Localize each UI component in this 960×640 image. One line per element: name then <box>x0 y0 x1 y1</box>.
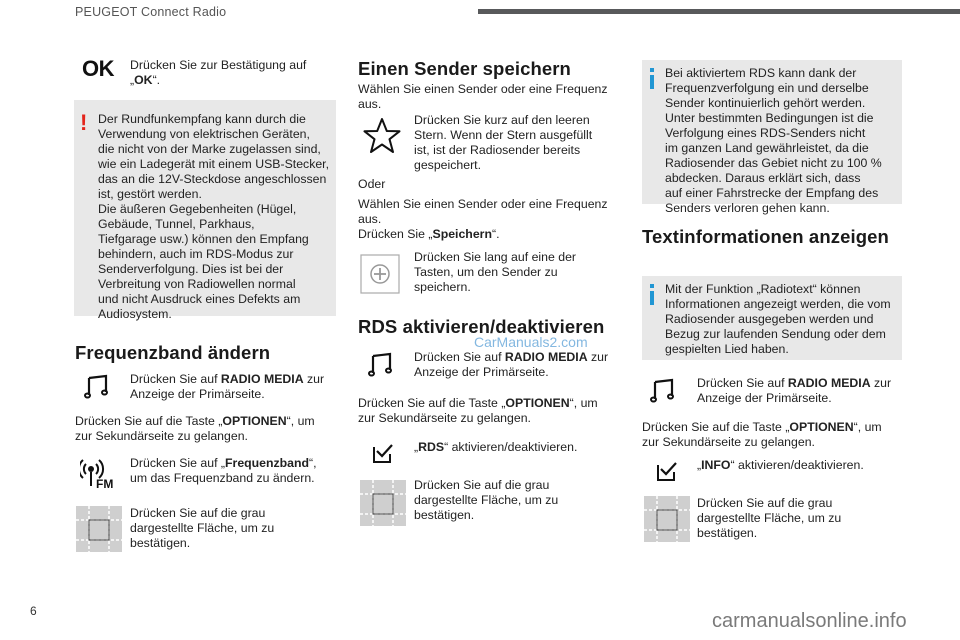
rds-info-line: Unter bestimmten Bedingungen ist die <box>665 111 874 125</box>
grey-area-icon <box>76 506 122 552</box>
frequenzband-step: Drücken Sie auf „Frequenzband“, um das Frequenzband zu ändern. <box>130 456 317 485</box>
checkbox-icon <box>372 442 394 464</box>
warning-text-line: Senderverfolgung. Dies ist bei der <box>98 262 284 276</box>
info-icon-dot <box>650 68 654 72</box>
radiotext-info-line: gespielten Lied haben. <box>665 342 789 356</box>
radiotext-info-text <box>665 282 897 357</box>
radio-media-label: RADIO MEDIA <box>220 372 304 386</box>
rds-info-line: im ganzen Land gewährleistet, da die <box>665 141 869 155</box>
info-grey-area-step <box>697 496 841 541</box>
radio-media-step: Drücken Sie auf RADIO MEDIA zur Anzeige der Primärseite. <box>130 372 325 401</box>
warning-text-line: ist, gestört werden. <box>98 187 202 201</box>
svg-text:FM: FM <box>96 477 114 490</box>
info-toggle-text: „INFO“ aktivieren/deaktivieren. <box>697 458 864 472</box>
section-heading-rds: RDS aktivieren/deaktivieren <box>358 316 605 337</box>
music-note-icon <box>368 352 394 378</box>
warning-text-line: Audiosystem. <box>98 307 172 321</box>
long-press-line: speichern. <box>414 280 471 294</box>
manual-header-title: PEUGEOT Connect Radio <box>75 5 227 19</box>
grey-area-text-line: dargestellte Fläche, um zu <box>697 511 842 525</box>
select-station-text-2 <box>358 197 608 227</box>
watermark-carmanuals: CarManuals2.com <box>474 334 588 350</box>
star-instruction-line: Drücken Sie kurz auf den leeren <box>414 113 590 127</box>
ok-text-bold: OK <box>134 73 153 87</box>
radio-media-label: RADIO MEDIA <box>787 376 871 390</box>
warning-text-line: die nicht von der Marke zugelassen sind, <box>98 142 321 156</box>
select-station-line: Wählen Sie einen Sender oder eine Frequenz <box>358 197 608 211</box>
grey-area-text-line: dargestellte Fläche, um zu <box>414 493 559 507</box>
grey-area-text-line: Drücken Sie auf die grau <box>697 496 833 510</box>
rds-radio-media-step: Drücken Sie auf RADIO MEDIA zur Anzeige der Primärseite. <box>414 350 609 379</box>
warning-text-line: Gebäude, Tunnel, Parkhaus, <box>98 217 255 231</box>
radio-media-label: RADIO MEDIA <box>504 350 588 364</box>
rds-info-line: Verfolgung eines RDS-Senders nicht <box>665 126 866 140</box>
grey-area-icon <box>360 480 406 526</box>
rds-info-text <box>665 66 897 216</box>
select-station-line: aus. <box>358 212 382 226</box>
radiotext-info-line: Mit der Funktion „Radiotext“ können <box>665 282 861 296</box>
info-label: INFO <box>701 458 731 472</box>
warning-text-line: das an die 12V-Steckdose angeschlossen <box>98 172 327 186</box>
rds-info-line: abdecken. Daraus erklärt sich, dass <box>665 171 861 185</box>
rds-toggle-text: „RDS“ aktivieren/deaktivieren. <box>414 440 578 454</box>
ok-instruction: Drücken Sie zur Bestätigung auf „OK“. <box>130 58 307 87</box>
long-press-line: Tasten, um den Sender zu <box>414 265 558 279</box>
long-press-line: Drücken Sie lang auf eine der <box>414 250 577 264</box>
info-icon <box>650 291 654 305</box>
options-label: OPTIONEN <box>789 420 854 434</box>
rds-info-line: Senders verloren gehen kann. <box>665 201 830 215</box>
info-options-instruction: Drücken Sie auf die Taste „OPTIONEN“, um zur Sekundärseite zu gelangen. <box>642 420 882 449</box>
grey-area-icon <box>644 496 690 542</box>
options-label: OPTIONEN <box>505 396 570 410</box>
speichern-label: Speichern <box>432 227 492 241</box>
page-number: 6 <box>30 604 37 618</box>
warning-text-line: und nicht Ausdruck eines Defekts am <box>98 292 301 306</box>
grey-area-text-line: bestätigen. <box>130 536 191 550</box>
music-note-icon <box>650 378 676 404</box>
rds-info-line: Bei aktiviertem RDS kann dank der <box>665 66 857 80</box>
warning-text-line: Verbreitung von Radiowellen normal <box>98 277 296 291</box>
star-icon <box>362 116 402 156</box>
warning-text <box>98 112 336 322</box>
grey-area-text-line: dargestellte Fläche, um zu <box>130 521 275 535</box>
header-bar <box>478 9 960 14</box>
rds-info-line: auf einer Fahrstrecke der Empfang des <box>665 186 879 200</box>
radio-fm-icon <box>80 456 114 490</box>
add-preset-icon <box>360 254 400 294</box>
long-press-instruction <box>414 250 576 295</box>
star-instruction-line: ist, ist der Radiosender bereits <box>414 143 581 157</box>
info-icon <box>650 75 654 89</box>
rds-label: RDS <box>418 440 445 454</box>
rds-options-instruction: Drücken Sie auf die Taste „OPTIONEN“, um zur Sekundärseite zu gelangen. <box>358 396 598 425</box>
rds-info-line: Frequenzverfolgung ein und derselbe <box>665 81 869 95</box>
warning-icon: ! <box>80 110 88 135</box>
section-heading-textinformationen: Textinformationen anzeigen <box>642 226 889 247</box>
info-radio-media-step: Drücken Sie auf RADIO MEDIA zur Anzeige der Primärseite. <box>697 376 892 405</box>
ok-text-line1: Drücken Sie zur Bestätigung auf <box>130 58 307 72</box>
grey-area-text-line: Drücken Sie auf die grau <box>130 506 266 520</box>
press-save-text: Drücken Sie „Speichern“. <box>358 227 500 241</box>
star-instruction <box>414 113 592 173</box>
grey-area-text-line: bestätigen. <box>414 508 475 522</box>
checkbox-icon <box>656 460 678 482</box>
oder-text: Oder <box>358 177 386 191</box>
select-station-line: aus. <box>358 97 382 111</box>
star-instruction-line: gespeichert. <box>414 158 481 172</box>
ok-icon: OK <box>82 56 114 81</box>
music-note-icon <box>84 374 110 400</box>
warning-text-line: Verwendung von elektrischen Geräten, <box>98 127 310 141</box>
grey-area-text-line: Drücken Sie auf die grau <box>414 478 550 492</box>
warning-text-line: Tiefgarage usw.) können den Empfang <box>98 232 309 246</box>
warning-text-line: wie ein Ladegerät mit einem USB-Stecker, <box>98 157 330 171</box>
warning-text-line: behindern, auch im RDS-Modus zur <box>98 247 294 261</box>
section-heading-frequenzband: Frequenzband ändern <box>75 342 271 363</box>
info-icon-dot <box>650 284 654 288</box>
grey-area-step <box>130 506 274 551</box>
select-station-line: Wählen Sie einen Sender oder eine Frequenz <box>358 82 608 96</box>
rds-grey-area-step <box>414 478 558 523</box>
warning-text-line: Der Rundfunkempfang kann durch die <box>98 112 306 126</box>
grey-area-text-line: bestätigen. <box>697 526 758 540</box>
radiotext-info-line: Radiosender ausgegeben werden und <box>665 312 874 326</box>
warning-text-line: Die äußeren Gegebenheiten (Hügel, <box>98 202 297 216</box>
select-station-text <box>358 82 608 112</box>
radiotext-info-line: Bezug zur laufenden Sendung oder dem <box>665 327 886 341</box>
options-label: OPTIONEN <box>222 414 287 428</box>
rds-info-line: Sender kontinuierlich gehört werden. <box>665 96 866 110</box>
radiotext-info-line: Informationen angezeigt werden, die vom <box>665 297 891 311</box>
rds-info-line: Radiosender das Gebiet nicht zu 100 % <box>665 156 882 170</box>
frequenzband-label: Frequenzband <box>225 456 310 470</box>
section-heading-sender-speichern: Einen Sender speichern <box>358 58 571 79</box>
footer-watermark: carmanualsonline.info <box>712 610 907 632</box>
star-instruction-line: Stern. Wenn der Stern ausgefüllt <box>414 128 593 142</box>
options-instruction: Drücken Sie auf die Taste „OPTIONEN“, um zur Sekundärseite zu gelangen. <box>75 414 315 443</box>
